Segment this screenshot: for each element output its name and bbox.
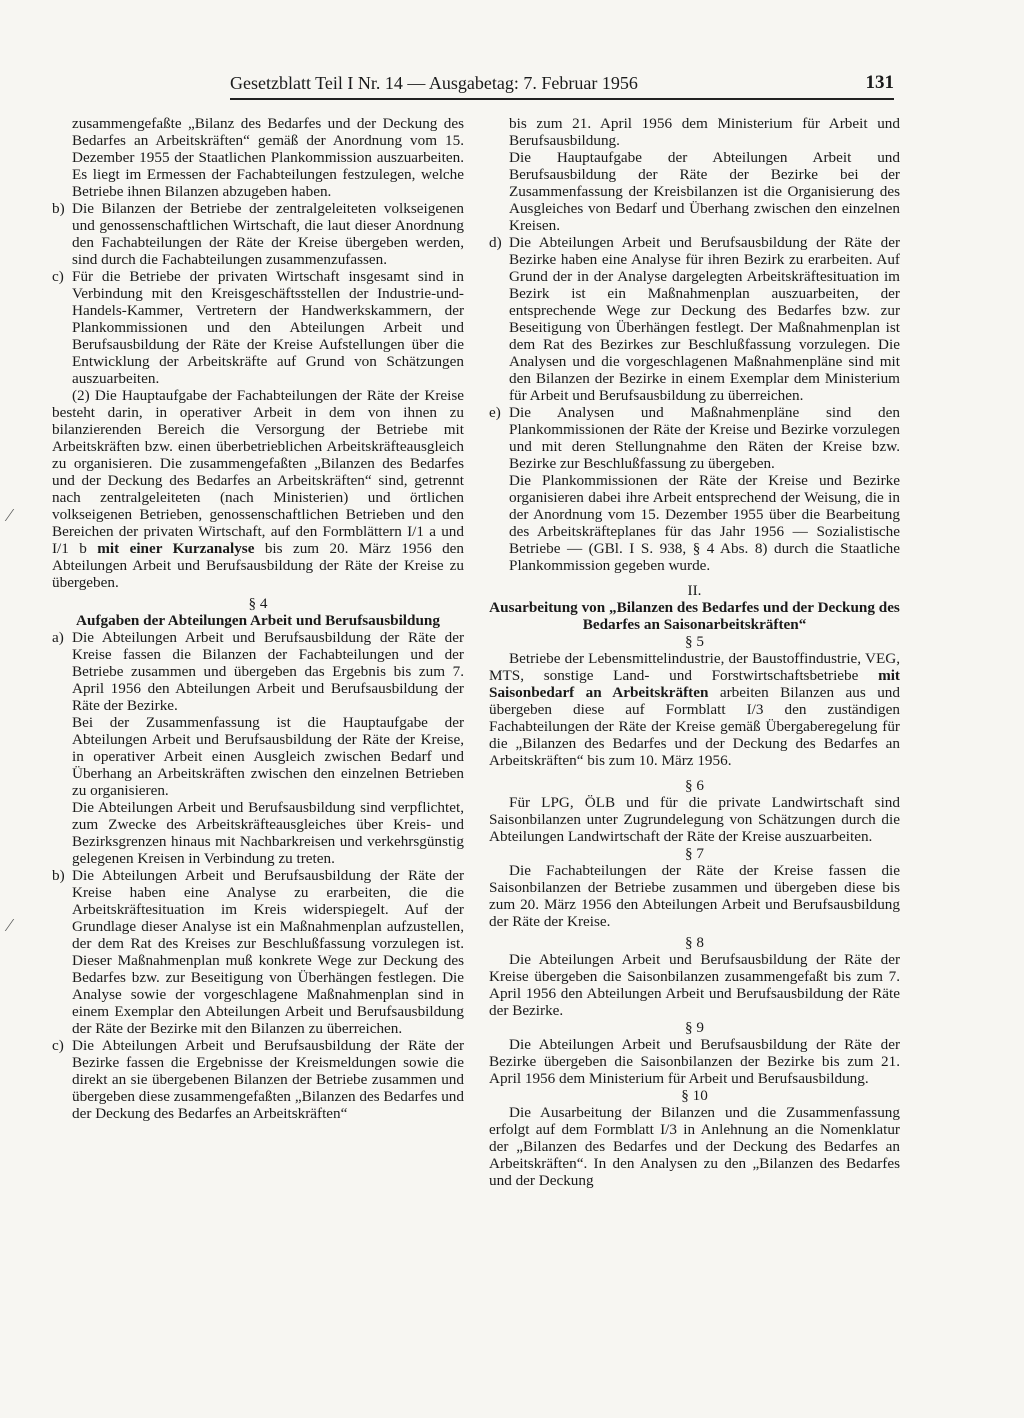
margin-mark: ⁄ bbox=[8, 505, 12, 525]
item-label: a) bbox=[52, 629, 64, 646]
paragraph-2: (2) Die Hauptaufgabe der Fachabteilungen der Räte der Kreise besteht darin, in operativer Arbeit in dem von ihnen zu bilanzierenden Bereich die Versorgung der Betriebe mit Arbeitskräften bzw. einen überbetrieblichen Arbeitskräfteausgleich zu organisieren. Die zusammengefaßten „Bilanzen des Bedarfes und der Deckung des Bedarfes an Arbeitskräften“ sind, getrennt nach zentralgeleiteten (nach Ministerien) und örtlichen volkseigenen Betrieben, genossenschaftlichen Betrieben und den Bereichen der privaten Wirtschaft, auf den Formblättern I/1 a und I/1 b mit einer Kurzanalyse bis zum 20. März 1956 den Abteilungen Arbeit und Berufsausbildung der Räte der Kreise zu übergeben. bbox=[52, 387, 465, 591]
part-number: II. bbox=[687, 582, 702, 599]
section-5-text: Betriebe der Lebensmittelindustrie, der Baustoffindustrie, VEG, MTS, sonstige Land- und Forstwirtschaftsbetriebe mit Saisonbedarf an Arbeitskräften arbeiten Bilanzen aus und übergeben diese auf Formblatt I/3 den zuständigen Fachabteilungen der Räte der Kreise gemäß Übergaberegelung für die „Bilanzen des Bedarfes und der Deckung des Bedarfes an Arbeitskräften“ bis zum 10. März 1956. bbox=[489, 650, 900, 769]
item-label: e) bbox=[489, 404, 501, 421]
item-e bbox=[489, 404, 900, 574]
right-column bbox=[489, 115, 900, 1189]
item-paragraph: Die Abteilungen Arbeit und Berufsausbildung sind verpflichtet, zum Zwecke des Arbeitskräfteausgleiches über Kreis- und Bezirksgrenzen hinaus mit Nachbarkreisen und verkehrsgünstig gelegenen Kreisen in Verbindung zu treten. bbox=[72, 799, 464, 867]
header-title: Gesetzblatt Teil I Nr. 14 — Ausgabetag: 7. Februar 1956 bbox=[230, 73, 638, 93]
item-text: Die Bilanzen der Betriebe der zentralgeleiteten volkseigenen und genossenschaftlichen Wirtschaft, die laut dieser Anordnung den Fachabteilungen der Räte der Kreise übergeben werden, sind durch die Fachabteilungen zusammenzufassen. bbox=[72, 200, 464, 268]
section-number: § 6 bbox=[685, 777, 704, 794]
item-text: Die Abteilungen Arbeit und Berufsausbildung der Räte der Bezirke haben eine Analyse für ihren Bezirk zu erarbeiten. Auf Grund der in der Analyse dargelegten Arbeitskräftesituation im Bezirk ist ein Maßnahmenplan auszuarbeiten, der entsprechende Wege zur Deckung des Bedarfes bzw. zur Beseitigung von Überhängen festlegt. Der Maßnahmenplan ist dem Rat des Bezirkes zur Beschlußfassung vorzulegen. Die Analysen und die vorgeschlagenen Maßnahmenpläne sind mit den Bilanzen der Bezirke in einem Exemplar dem Ministerium für Arbeit und Berufsausbildung zu überreichen. bbox=[509, 234, 900, 404]
item-text: Für die Betriebe der privaten Wirtschaft insgesamt sind in Verbindung mit den Kreisgeschäftsstellen der Industrie-und-Handels-Kammer, Vertretern der Handwerkskammern, der Plankommissionen und den Abteilungen Arbeit und Berufsausbildung der Räte der Kreise Aufstellungen über die Entwicklung der Arbeitskräfte auf Grund von Schätzungen auszuarbeiten. bbox=[72, 268, 464, 387]
page-header bbox=[230, 72, 894, 100]
item-text: Die Abteilungen Arbeit und Berufsausbildung der Räte der Kreise haben eine Analyse zu erarbeiten, die die Arbeitskräftesituation im Kreis widerspiegelt. Auf der Grundlage dieser Analyse ist ein Maßnahmenplan aufzustellen, der dem Rat des Kreises zur Beschlußfassung vorzulegen ist. Dieser Maßnahmenplan muß konkrete Wege zur Deckung des Bedarfes bzw. zur Beseitigung von Überhängen festlegen. Die Analyse sowie der vorgeschlagene Maßnahmenplan sind in einem Exemplar den Abteilungen Arbeit und Berufsausbildung der Räte der Bezirke mit den Bilanzen zu überreichen. bbox=[72, 867, 464, 1037]
item-b bbox=[52, 200, 464, 268]
item-label: b) bbox=[52, 200, 65, 217]
section-number: § 9 bbox=[685, 1019, 704, 1036]
item-text: Die Abteilungen Arbeit und Berufsausbildung der Räte der Bezirke fassen die Ergebnisse der Kreismeldungen sowie die direkt an sie übergebenen Bilanzen der Betriebe zusammen und übergeben diese zusammengefaßten „Bilanzen des Bedarfes und der Deckung des Bedarfes an Arbeitskräften“ bbox=[72, 1037, 464, 1122]
section-10-text: Die Ausarbeitung der Bilanzen und die Zusammenfassung erfolgt auf dem Formblatt I/3 in Anlehnung an die Nomenklatur der „Bilanzen des Bedarfes und der Deckung des Bedarfes an Arbeitskräften“. In den Analysen zu den „Bilanzen des Bedarfes und der Deckung bbox=[489, 1104, 900, 1189]
item-label: c) bbox=[52, 1037, 64, 1054]
section-number: § 10 bbox=[681, 1087, 708, 1104]
section-number: § 4 bbox=[248, 595, 268, 612]
item-d bbox=[489, 234, 900, 404]
item-paragraph: Die Plankommissionen der Räte der Kreise und Bezirke organisieren dabei ihre Arbeit entsprechend der Weisung, die in der Anordnung vom 15. Dezember 1955 über die Bearbeitung des Arbeitskräfteplanes für das Jahr 1956 — Sozialistische Betriebe — (GBl. I S. 938, § 4 Abs. 8) durch die Staatliche Plankommission gegeben wurde. bbox=[509, 472, 900, 574]
item-label: b) bbox=[52, 867, 65, 884]
item-paragraph: Bei der Zusammenfassung ist die Hauptaufgabe der Abteilungen Arbeit und Berufsausbildung der Räte der Kreise, in operativer Arbeit einen Ausgleich zwischen Bedarf und Überhang an Arbeitskräften zwischen den einzelnen Betrieben zu organisieren. bbox=[72, 714, 464, 799]
section-number: § 8 bbox=[685, 934, 704, 951]
section-9-text: Die Abteilungen Arbeit und Berufsausbildung der Räte der Bezirke übergeben die Saisonbilanzen der Bezirke bis zum 21. April 1956 dem Ministerium für Arbeit und Berufsausbildung. bbox=[489, 1036, 900, 1087]
section-number: § 7 bbox=[685, 845, 704, 862]
item-c-continuation: bis zum 21. April 1956 dem Ministerium für Arbeit und Berufsausbildung. bbox=[509, 115, 900, 149]
item-a bbox=[52, 629, 464, 867]
part-heading: Ausarbeitung von „Bilanzen des Bedarfes und der Deckung des Bedarfes an Saisonarbeitskräften“ bbox=[489, 599, 900, 633]
item-label: d) bbox=[489, 234, 502, 251]
section-number: § 5 bbox=[685, 633, 704, 650]
item-a-continuation: zusammengefaßte „Bilanz des Bedarfes und der Deckung des Bedarfes an Arbeitskräften“ gemäß der Anordnung vom 15. Dezember 1955 der Staatlichen Plankommission auszuarbeiten. Es liegt im Ermessen der Fachabteilungen festzulegen, welche Betriebe ihnen Bilanzen abzugeben haben. bbox=[72, 115, 464, 200]
item-c bbox=[52, 1037, 464, 1122]
section-7-text: Die Fachabteilungen der Räte der Kreise fassen die Saisonbilanzen der Betriebe zusammen und übergeben diese bis zum 20. März 1956 den Abteilungen Arbeit und Berufsausbildung der Räte der Kreise. bbox=[489, 862, 900, 930]
section-heading: Aufgaben der Abteilungen Arbeit und Berufsausbildung bbox=[76, 612, 440, 629]
item-c bbox=[52, 268, 464, 387]
item-text: Die Abteilungen Arbeit und Berufsausbildung der Räte der Kreise fassen die Bilanzen der Fachabteilungen und der Betriebe zusammen und übergeben das Ergebnis bis zum 7. April 1956 den Abteilungen Arbeit und Berufsausbildung der Räte der Bezirke. bbox=[72, 629, 464, 714]
item-paragraph: Die Hauptaufgabe der Abteilungen Arbeit und Berufsausbildung der Räte der Bezirke bei der Zusammenfassung der Kreisbilanzen ist die Organisierung des Ausgleiches von Bedarf und Überhang zwischen den einzelnen Kreisen. bbox=[509, 149, 900, 234]
item-label: c) bbox=[52, 268, 64, 285]
page-number: 131 bbox=[865, 72, 894, 93]
section-8-text: Die Abteilungen Arbeit und Berufsausbildung der Räte der Kreise übergeben die Saisonbilanzen zusammengefaßt bis zum 7. April 1956 den Abteilungen Arbeit und Berufsausbildung der Räte der Bezirke. bbox=[489, 951, 900, 1019]
margin-mark: ⁄ bbox=[8, 915, 12, 935]
item-b bbox=[52, 867, 464, 1037]
section-6-text: Für LPG, ÖLB und für die private Landwirtschaft sind Saisonbilanzen unter Zugrundelegung von Schätzungen durch die Abteilungen Landwirtschaft der Räte der Kreise auszuarbeiten. bbox=[489, 794, 900, 845]
left-column bbox=[52, 115, 464, 1122]
item-text: Die Analysen und Maßnahmenpläne sind den Plankommissionen der Räte der Kreise und Bezirke vorzulegen und mit deren Stellungnahme den Räten der Kreise bzw. Bezirke zur Beschlußfassung zu übergeben. bbox=[509, 404, 900, 472]
